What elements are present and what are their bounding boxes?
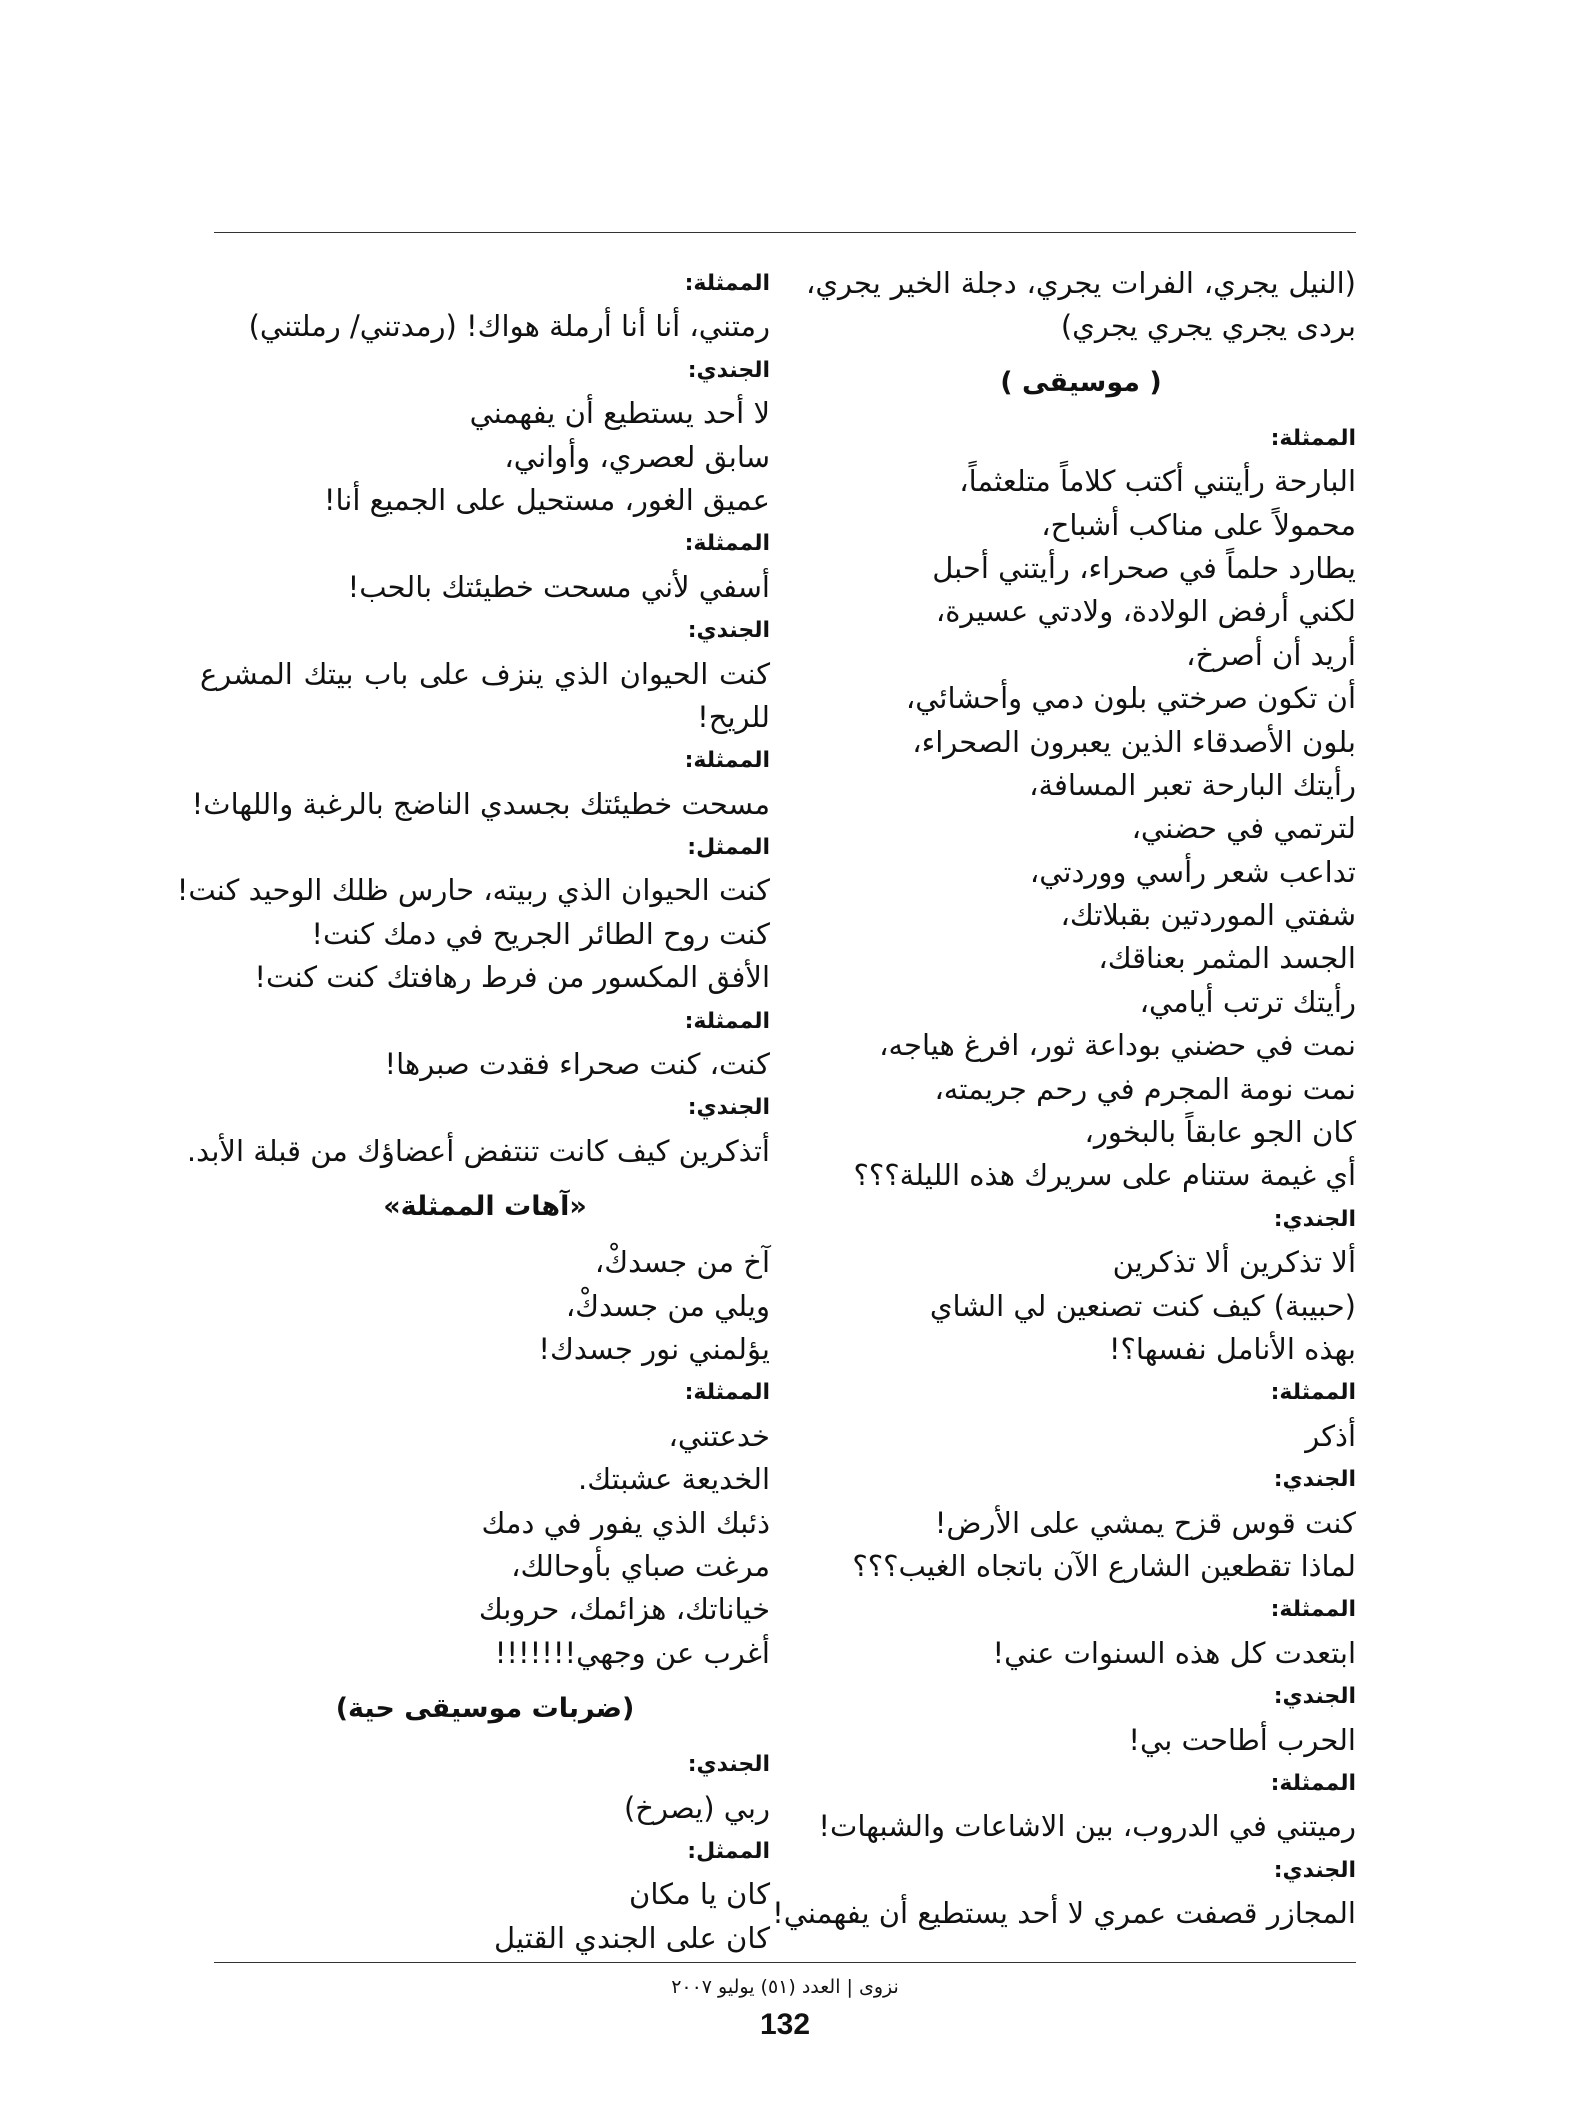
verse-line: لا أحد يستطيع أن يفهمني bbox=[469, 396, 770, 431]
verse-line: بردى يجري يجري يجري) bbox=[1060, 309, 1356, 344]
speaker-label: الممثل: bbox=[687, 1838, 770, 1864]
speaker-label: الممثل: bbox=[687, 835, 770, 861]
speaker-label: الممثلة: bbox=[1270, 1380, 1356, 1406]
left-column bbox=[176, 262, 770, 1960]
verse-line: ألا تذكرين ألا تذكرين bbox=[1112, 1245, 1356, 1280]
verse-line: يؤلمني نور جسدك! bbox=[538, 1331, 770, 1366]
speaker-label: الجندي: bbox=[687, 618, 770, 644]
verse-line: كنت، كنت صحراء فقدت صبرها! bbox=[384, 1047, 770, 1082]
verse-line: للريح! bbox=[697, 699, 770, 734]
verse-line: آخ من جسدكْ، bbox=[594, 1245, 770, 1280]
right-column bbox=[772, 262, 1356, 1935]
verse-line: كنت روح الطائر الجريح في دمك كنت! bbox=[311, 916, 770, 951]
issue-footer: نزوى | العدد (٥١) يوليو ٢٠٠٧ bbox=[671, 1976, 899, 1998]
speaker-label: الجندي: bbox=[1273, 1684, 1356, 1710]
speaker-label: الجندي: bbox=[1273, 1206, 1356, 1232]
speaker-label: الممثلة: bbox=[1270, 425, 1356, 451]
verse-line: رأيتك ترتب أيامي، bbox=[1139, 984, 1356, 1019]
top-rule bbox=[214, 232, 1356, 233]
speaker-label: الممثلة: bbox=[684, 1380, 770, 1406]
verse-line: يطارد حلماً في صحراء، رأيتني أحبل bbox=[932, 550, 1356, 585]
verse-line: ربي (يصرخ) bbox=[623, 1790, 770, 1825]
verse-line: ابتعدت كل هذه السنوات عني! bbox=[992, 1635, 1356, 1670]
verse-line: الجسد المثمر بعناقك، bbox=[1098, 941, 1356, 976]
verse-line: كان يا مكان bbox=[629, 1877, 770, 1912]
speaker-label: الممثلة: bbox=[684, 271, 770, 296]
verse-line: خدعتني، bbox=[668, 1418, 770, 1453]
speaker-label: الجندي: bbox=[687, 1752, 770, 1778]
verse-line: أريد أن أصرخ، bbox=[1186, 637, 1356, 672]
verse-line: كان الجو عابقاً بالبخور، bbox=[1084, 1115, 1356, 1150]
verse-line: أغرب عن وجهي!!!!!!! bbox=[494, 1635, 770, 1670]
verse-line: مرغت صباي بأوحالك، bbox=[511, 1548, 770, 1583]
verse-line: كان على الجندي القتيل bbox=[494, 1920, 770, 1955]
verse-line: رمتني، أنا أنا أرملة هواك! (رمدتني/ رملتني) bbox=[248, 309, 770, 344]
speaker-label: الممثلة: bbox=[684, 1008, 770, 1034]
verse-line: نمت في حضني بوداعة ثور، افرغ هياجه، bbox=[879, 1028, 1356, 1063]
speaker-label: الجندي: bbox=[1273, 1467, 1356, 1493]
verse-line: لترتمي في حضني، bbox=[1131, 811, 1356, 846]
verse-line: محمولاً على مناكب أشباح، bbox=[1041, 507, 1356, 542]
verse-line: رأيتك البارحة تعبر المسافة، bbox=[1029, 767, 1356, 802]
verse-line: رميتني في الدروب، بين الاشاعات والشبهات! bbox=[818, 1809, 1356, 1844]
verse-line: نمت نومة المجرم في رحم جريمته، bbox=[934, 1071, 1356, 1106]
verse-line: خياناتك، هزائمك، حروبك bbox=[478, 1592, 770, 1627]
verse-line: (حبيبة) كيف كنت تصنعين لي الشاي bbox=[929, 1288, 1356, 1323]
verse-line: الخديعة عشبتك. bbox=[578, 1462, 770, 1497]
section-heading: ( موسيقى ) bbox=[1000, 366, 1162, 398]
verse-line: الحرب أطاحت بي! bbox=[1128, 1722, 1356, 1757]
speaker-label: الممثلة: bbox=[1270, 1597, 1356, 1623]
speaker-label: الجندي: bbox=[687, 357, 770, 383]
verse-line: أسفي لأني مسحت خطيئتك بالحب! bbox=[347, 569, 770, 604]
verse-line: كنت الحيوان الذي ربيته، حارس ظلك الوحيد كنت! bbox=[176, 873, 770, 908]
section-heading: (ضربات موسيقى حية) bbox=[335, 1693, 635, 1725]
verse-line: كنت الحيوان الذي ينزف على باب بيتك المشرع bbox=[200, 656, 770, 691]
verse-line: عميق الغور، مستحيل على الجميع أنا! bbox=[323, 482, 770, 517]
verse-line: أي غيمة ستنام على سريرك هذه الليلة؟؟؟ bbox=[853, 1158, 1356, 1193]
speaker-label: الممثلة: bbox=[684, 748, 770, 774]
verse-line: مسحت خطيئتك بجسدي الناضج بالرغبة واللهاث! bbox=[191, 786, 770, 821]
verse-line: بهذه الأنامل نفسها؟! bbox=[1108, 1331, 1356, 1366]
verse-line: أذكر bbox=[1305, 1418, 1356, 1453]
verse-line: لماذا تقطعين الشارع الآن باتجاه الغيب؟؟؟ bbox=[852, 1548, 1356, 1583]
verse-line: (النيل يجري، الفرات يجري، دجلة الخير يجري، bbox=[806, 266, 1356, 300]
verse-line: البارحة رأيتني أكتب كلاماً متلعثماً، bbox=[959, 464, 1356, 499]
verse-line: ذئبك الذي يفور في دمك bbox=[481, 1505, 770, 1540]
verse-line: شفتي الموردتين بقبلاتك، bbox=[1060, 898, 1356, 933]
verse-line: ويلي من جسدكْ، bbox=[565, 1288, 770, 1323]
verse-line: أتذكرين كيف كانت تنتفض أعضاؤك من قبلة الأبد. bbox=[186, 1133, 770, 1168]
speaker-label: الممثلة: bbox=[684, 531, 770, 557]
verse-line: سابق لعصري، وأواني، bbox=[504, 439, 770, 474]
bottom-rule bbox=[214, 1962, 1356, 1963]
verse-line: الأفق المكسور من فرط رهافتك كنت كنت! bbox=[254, 960, 770, 995]
verse-line: كنت قوس قزح يمشي على الأرض! bbox=[934, 1505, 1356, 1540]
verse-line: لكني أرفض الولادة، ولادتي عسيرة، bbox=[935, 594, 1356, 629]
speaker-label: الممثلة: bbox=[1270, 1770, 1356, 1796]
verse-line: المجازر قصفت عمري لا أحد يستطيع أن يفهمني! bbox=[772, 1896, 1356, 1931]
section-heading: «آهات الممثلة» bbox=[383, 1191, 587, 1223]
verse-line: بلون الأصدقاء الذين يعبرون الصحراء، bbox=[912, 724, 1356, 759]
verse-line: تداعب شعر رأسي ووردتي، bbox=[1029, 854, 1356, 889]
page-number: 132 bbox=[759, 2008, 811, 2041]
speaker-label: الجندي: bbox=[687, 1095, 770, 1121]
verse-line: أن تكون صرختي بلون دمي وأحشائي، bbox=[905, 681, 1356, 716]
speaker-label: الجندي: bbox=[1273, 1857, 1356, 1883]
